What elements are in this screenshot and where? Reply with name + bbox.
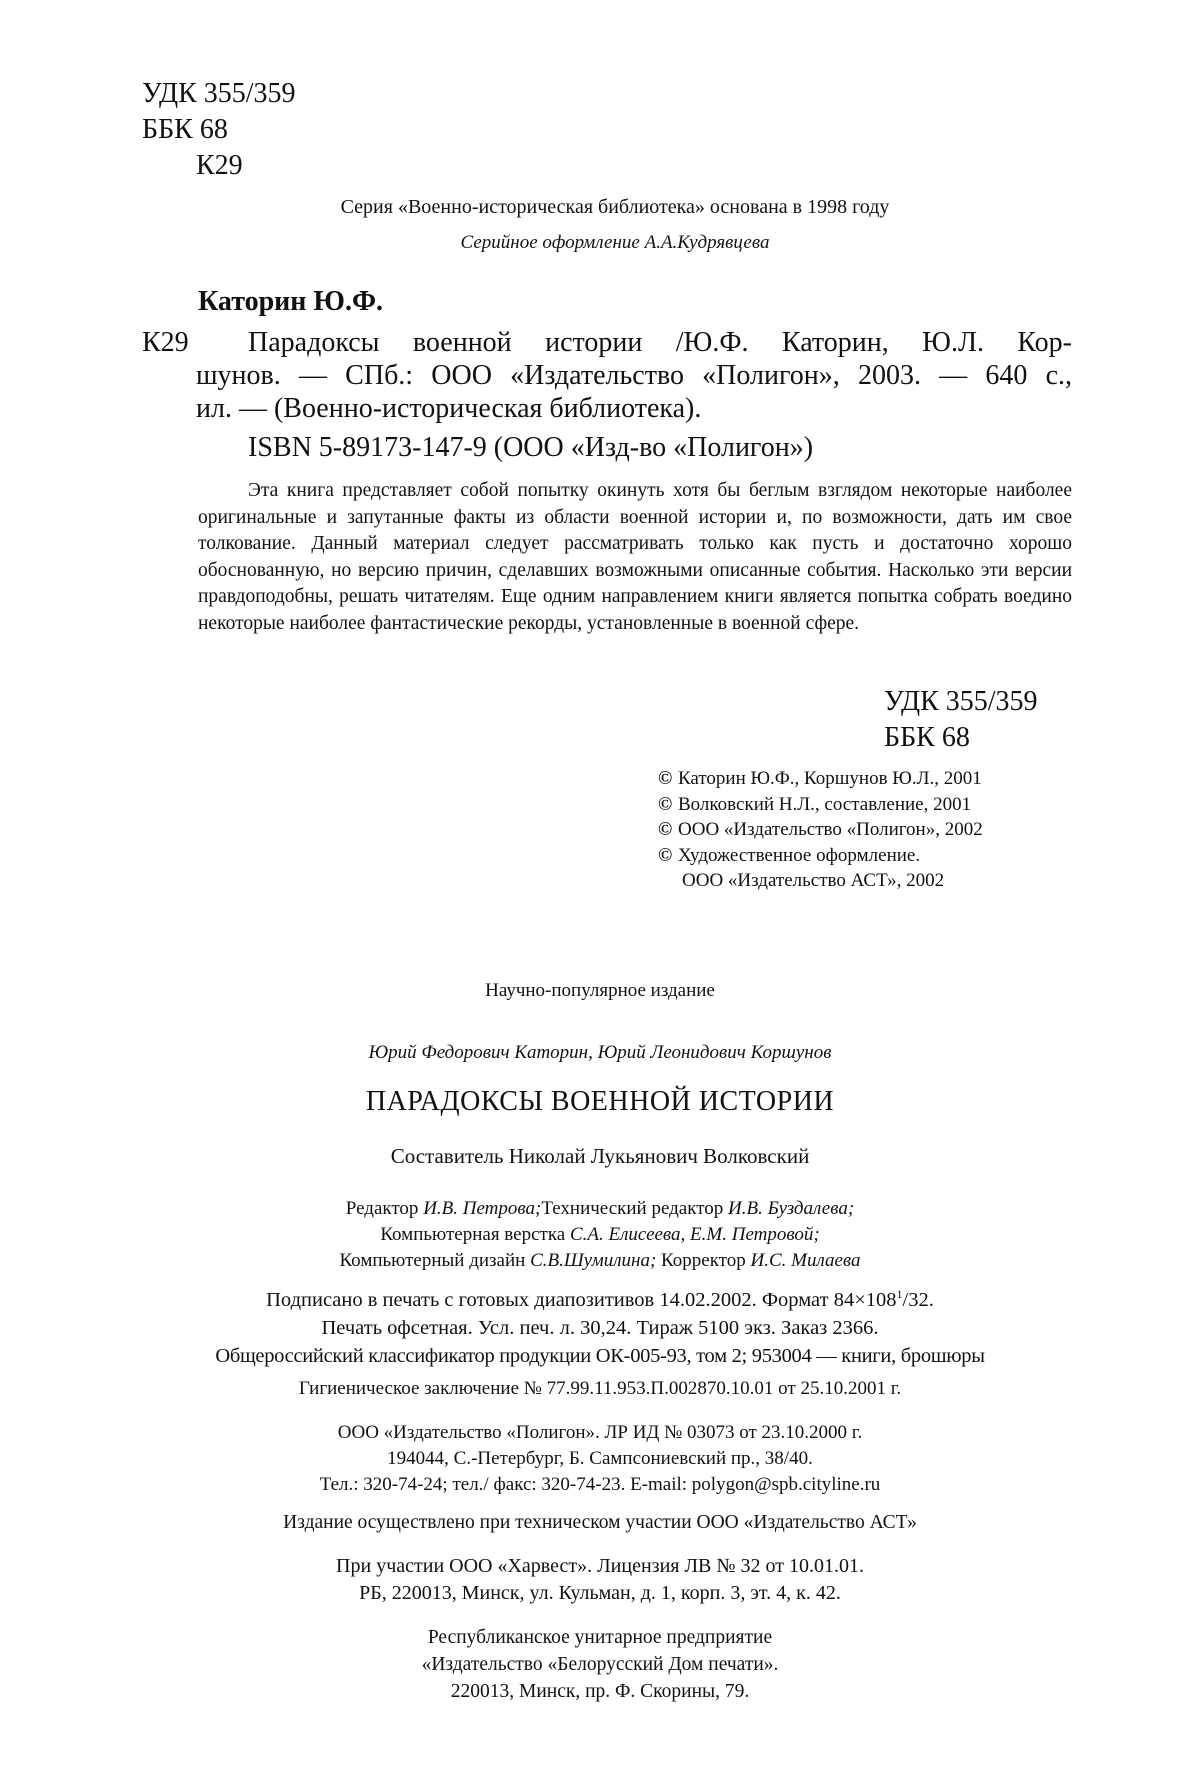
copyright-icon: © xyxy=(658,793,673,815)
copyright-text: Художественное оформление. xyxy=(678,844,921,866)
copyright-text: Волковский Н.Л., составление, 2001 xyxy=(678,793,972,815)
bib-line-2: шунов. — СПб.: ООО «Издательство «Полигон», 2003. — 640 с., xyxy=(196,360,1072,391)
layout-name: С.А. Елисеева, Е.М. Петровой; xyxy=(569,1224,820,1245)
editorial-credits xyxy=(0,1196,1200,1274)
editor-line-2 xyxy=(0,1222,1200,1248)
edition-type: Научно-популярное издание xyxy=(485,980,715,1001)
publisher-line-3: Тел.: 320-74-24; тел./ факс: 320-74-23. E-mail: polygon@spb.cityline.ru xyxy=(319,1474,881,1495)
printing-line-3: Общероссийский классификатор продукции ОК-005-93, том 2; 953004 — книги, брошюры xyxy=(215,1345,985,1367)
editor-label: Редактор xyxy=(345,1198,419,1219)
isbn: ISBN 5-89173-147-9 (ООО «Изд-во «Полигон») xyxy=(248,432,814,463)
editor-line-1 xyxy=(0,1196,1200,1222)
copyright-line: ООО «Издательство АСТ», 2002 xyxy=(682,870,945,891)
bbk-code: ББК 68 xyxy=(142,114,228,145)
copyright-icon: © xyxy=(658,844,673,866)
editor-line-3 xyxy=(0,1248,1200,1274)
printing-details xyxy=(0,1286,1200,1370)
copyright-line xyxy=(658,843,983,869)
harvest-line-1: При участии ООО «Харвест». Лицензия ЛВ № 32 от 10.01.01. xyxy=(336,1555,864,1577)
proof-label: Корректор xyxy=(661,1250,746,1271)
series-founded-note: Серия «Военно-историческая библиотека» основана в 1998 году xyxy=(340,196,890,218)
copyright-line xyxy=(658,817,983,843)
series-design-credit: Серийное оформление А.А.Кудрявцева xyxy=(460,232,770,253)
bib-line-1: Парадоксы военной истории /Ю.Ф. Каторин, Ю.Л. Кор- xyxy=(248,327,1072,358)
publisher-info xyxy=(0,1420,1200,1498)
compiler-credit: Составитель Николай Лукьянович Волковский xyxy=(390,1144,810,1168)
printer-line-2: «Издательство «Белорусский Дом печати». xyxy=(421,1654,779,1675)
author-mark: К29 xyxy=(196,150,243,181)
copyright-line xyxy=(658,766,983,792)
printing-line-1 xyxy=(0,1286,1200,1314)
design-label: Компьютерный дизайн xyxy=(339,1250,526,1271)
copyright-icon: © xyxy=(658,768,673,789)
bib-author-mark: К29 xyxy=(142,327,189,358)
copyright-text: ООО «Издательство «Полигон», 2002 xyxy=(678,819,983,840)
printer-line-1: Республиканское унитарное предприятие xyxy=(427,1627,773,1648)
copyright-icon: © xyxy=(658,819,673,840)
harvest-line-2: РБ, 220013, Минск, ул. Кульман, д. 1, корп. 3, эт. 4, к. 42. xyxy=(359,1582,841,1604)
tech-participation: Издание осуществлено при техническом участии ООО «Издательство АСТ» xyxy=(283,1512,917,1533)
book-title: ПАРАДОКСЫ ВОЕННОЙ ИСТОРИИ xyxy=(365,1086,835,1117)
copyright-text: Каторин Ю.Ф., Коршунов Ю.Л., 2001 xyxy=(678,768,982,789)
publisher-line-1: ООО «Издательство «Полигон». ЛР ИД № 03073 от 23.10.2000 г. xyxy=(337,1422,863,1443)
tech-editor-name: И.В. Буздалева; xyxy=(728,1198,855,1219)
udk-code-right: УДК 355/359 xyxy=(884,686,1038,717)
printing-line-2: Печать офсетная. Усл. печ. л. 30,24. Тираж 5100 экз. Заказ 2366. xyxy=(321,1317,879,1339)
hygiene-certificate: Гигиеническое заключение № 77.99.11.953.П.002870.10.01 от 25.10.2001 г. xyxy=(298,1378,902,1399)
printer-line-3: 220013, Минск, пр. Ф. Скорины, 79. xyxy=(450,1681,750,1702)
copyright-notices xyxy=(658,766,983,894)
tech-editor-label: Технический редактор xyxy=(541,1198,724,1219)
design-name: С.В.Шумилина; xyxy=(530,1250,657,1271)
udk-code: УДК 355/359 xyxy=(142,78,296,109)
proof-name: И.С. Милаева xyxy=(750,1250,861,1271)
harvest-info xyxy=(0,1553,1200,1607)
bib-line-3: ил. — (Военно-историческая библиотека). xyxy=(196,393,702,424)
format-superscript: 1 xyxy=(896,1287,903,1302)
publisher-line-2: 194044, С.-Петербург, Б. Сампсониевский пр., 38/40. xyxy=(387,1448,813,1469)
printing-format-text: Подписано в печать с готовых диапозитивов 14.02.2002. Формат 84×108 xyxy=(266,1289,897,1311)
bbk-code-right: ББК 68 xyxy=(884,722,970,753)
book-abstract: Эта книга представляет собой попытку окинуть хотя бы беглым взглядом некоторые наиболее оригинальные и запутанные факты из области военной истории и, по возможности, дать им свое толкование. Данный материал следует рассматривать только как пусть и достаточно хорошо обоснованную, но версию причин, сделавших возможными описанные события. Насколько эти версии правдоподобны, решать читателям. Еще одним направлением книги является попытка собрать воедино некоторые наиболее фантастические рекорды, установленные в военной сфере. xyxy=(198,480,1072,634)
authors-full-names: Юрий Федорович Каторин, Юрий Леонидович Коршунов xyxy=(368,1042,832,1063)
editor-name: И.В. Петрова; xyxy=(423,1198,542,1219)
layout-label: Компьютерная верстка xyxy=(380,1224,566,1245)
author-heading: Каторин Ю.Ф. xyxy=(198,286,384,317)
copyright-line xyxy=(658,792,983,818)
printer-info xyxy=(0,1624,1200,1705)
format-fraction: /32. xyxy=(902,1289,934,1311)
